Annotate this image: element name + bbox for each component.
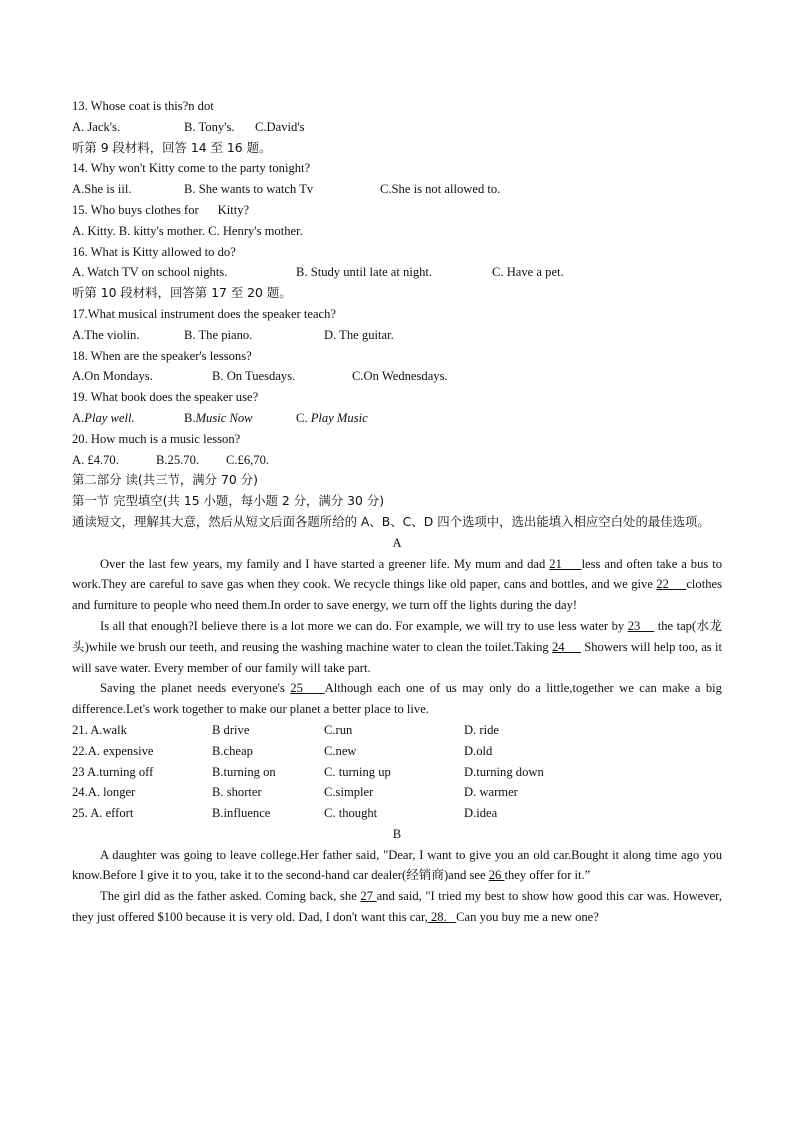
option-text: D. ride [464, 722, 499, 737]
blank-24: 24 [551, 639, 581, 654]
option-text: 25. A. effort [72, 806, 134, 821]
question-options [72, 221, 722, 242]
blank-25: 25 [290, 681, 325, 696]
option-text: B. On Tuesdays. [212, 369, 296, 384]
blank-28: , 28. [424, 910, 457, 925]
passage-a-label: A [392, 535, 402, 550]
option-text: A.Play well. [72, 410, 135, 425]
option-text: C. thought [324, 806, 378, 821]
option-text: D. The guitar. [324, 327, 394, 342]
option-text: D. warmer [464, 785, 518, 800]
option-text: A.On Mondays. [72, 369, 153, 384]
question-options [72, 179, 722, 200]
question-options [72, 117, 722, 138]
option-text: B.cheap [212, 743, 253, 758]
option-text: B.influence [212, 806, 271, 821]
cloze-option-row [72, 782, 722, 803]
option-text: B. Tony's. [184, 119, 235, 134]
option-text: D.old [464, 743, 493, 758]
question-text: 14. Why won't Kitty come to the party tonight? [72, 161, 311, 176]
option-text: B. She wants to watch Tv [184, 182, 314, 197]
option-text: 23 A.turning off [72, 764, 154, 779]
option-text: B. Study until late at night. [296, 265, 433, 280]
question-options [72, 408, 722, 429]
passage-a-paragraph-1: Over the last few years, my family and I have started a greener life. My mum and dad 21 less and often take a bus to work.They are careful to save gas when they cook. We recycle things like old paper, cans and bottles, and we give 22 clothes and furniture to people who need them.In order to save energy, we turn off the lights during the day! [72, 556, 723, 613]
option-text: C.£6,70. [226, 452, 270, 467]
option-text: D.turning down [464, 764, 544, 779]
option-text: B.turning on [212, 764, 276, 779]
question-options [72, 325, 722, 346]
option-text: C.On Wednesdays. [352, 369, 448, 384]
question-text: 20. How much is a music lesson? [72, 431, 241, 446]
passage-a-paragraph-3: Saving the planet needs everyone's 25 Although each one of us may only do a little,together we can make a big difference.Let's work together to make our planet a better place to live. [72, 681, 722, 717]
option-text: B drive [212, 722, 250, 737]
option-text: B. shorter [212, 785, 262, 800]
option-text: 21. A.walk [72, 722, 127, 737]
passage-a-options [72, 720, 722, 824]
option-text: A. Jack's. [72, 119, 121, 134]
blank-21: 21 [549, 556, 582, 571]
cloze-option-row [72, 762, 722, 783]
blank-22: 22 [656, 577, 687, 592]
cloze-option-row [72, 741, 722, 762]
blank-27: 27 [360, 889, 377, 904]
question-options [72, 450, 722, 471]
option-text: C.She is not allowed to. [380, 182, 501, 197]
option-text: D.idea [464, 806, 498, 821]
option-text: 24.A. longer [72, 785, 136, 800]
instructions: 通读短文，理解其大意，然后从短文后面各题所给的 A、B、C、D 四个选项中，选出能填入相应空白处的最佳选项。 [72, 513, 710, 529]
passage-b-label: B [392, 826, 402, 841]
question-text: 16. What is Kitty allowed to do? [72, 244, 236, 259]
option-text: B.Music Now [184, 410, 253, 425]
option-text: C.simpler [324, 785, 374, 800]
listening-section-heading: 听第 10 段材料，回答第 17 至 20 题。 [72, 285, 292, 301]
option-text: A. Watch TV on school nights. [72, 265, 228, 280]
question-text: 17.What musical instrument does the speaker teach? [72, 306, 337, 321]
cloze-option-row [72, 720, 722, 741]
option-text: 22.A. expensive [72, 743, 154, 758]
option-text: B.25.70. [156, 452, 200, 467]
option-text: A. Kitty. B. kitty's mother. C. Henry's mother. [72, 223, 303, 238]
question-text: 19. What book does the speaker use? [72, 390, 259, 405]
option-text: C.David's [255, 119, 305, 134]
question-text: 15. Who buys clothes for Kitty? [72, 202, 250, 217]
question-options [72, 262, 722, 283]
option-text: C.run [324, 722, 353, 737]
passage-a-paragraph-2: Is all that enough?I believe there is a lot more we can do. For example, we will try to use less water by 23 the tap(水龙头)while we brush our teeth, and reusing the washing machine water to clean the toilet.Taking 24 Showers will help too, as it will save water. Every member of our family will take part. [72, 618, 722, 675]
option-text: B. The piano. [184, 327, 253, 342]
option-text: A.The violin. [72, 327, 140, 342]
option-text: C. turning up [324, 764, 391, 779]
question-text: 13. Whose coat is this?n dot [72, 99, 214, 113]
cloze-option-row [72, 803, 722, 824]
question-options [72, 366, 722, 387]
option-text: C.new [324, 743, 357, 758]
option-text: C. Have a pet. [492, 265, 564, 280]
option-text: A. £4.70. [72, 452, 119, 467]
question-text: 18. When are the speaker's lessons? [72, 348, 252, 363]
option-text: C. Play Music [296, 410, 368, 425]
part2-title: 第二部分 读(共三节，满分 70 分) [72, 472, 258, 488]
option-text: A.She is iil. [72, 182, 132, 197]
passage-b-paragraph-2: The girl did as the father asked. Coming back, she 27 and said, "I tried my best to show how good this car was. However, they just offered $100 because it is very old. Dad, I don't want this car, 28. Can you buy me a new one? [72, 889, 722, 925]
blank-23: 23 [627, 618, 655, 633]
listening-section-heading: 听第 9 段材料，回答 14 至 16 题。 [72, 139, 272, 155]
section1-title: 第一节 完型填空(共 15 小题，每小题 2 分，满分 30 分) [72, 493, 385, 509]
document-content [72, 96, 722, 928]
listening-section [72, 96, 722, 470]
blank-26: 26 [488, 868, 505, 883]
passage-b-paragraph-1: A daughter was going to leave college.Her father said, "Dear, I want to give you an old car.Bought it along time ago you know.Before I give it to you, take it to the second-hand car dealer(经销商)and see 26 they offer for it.” [72, 847, 722, 883]
